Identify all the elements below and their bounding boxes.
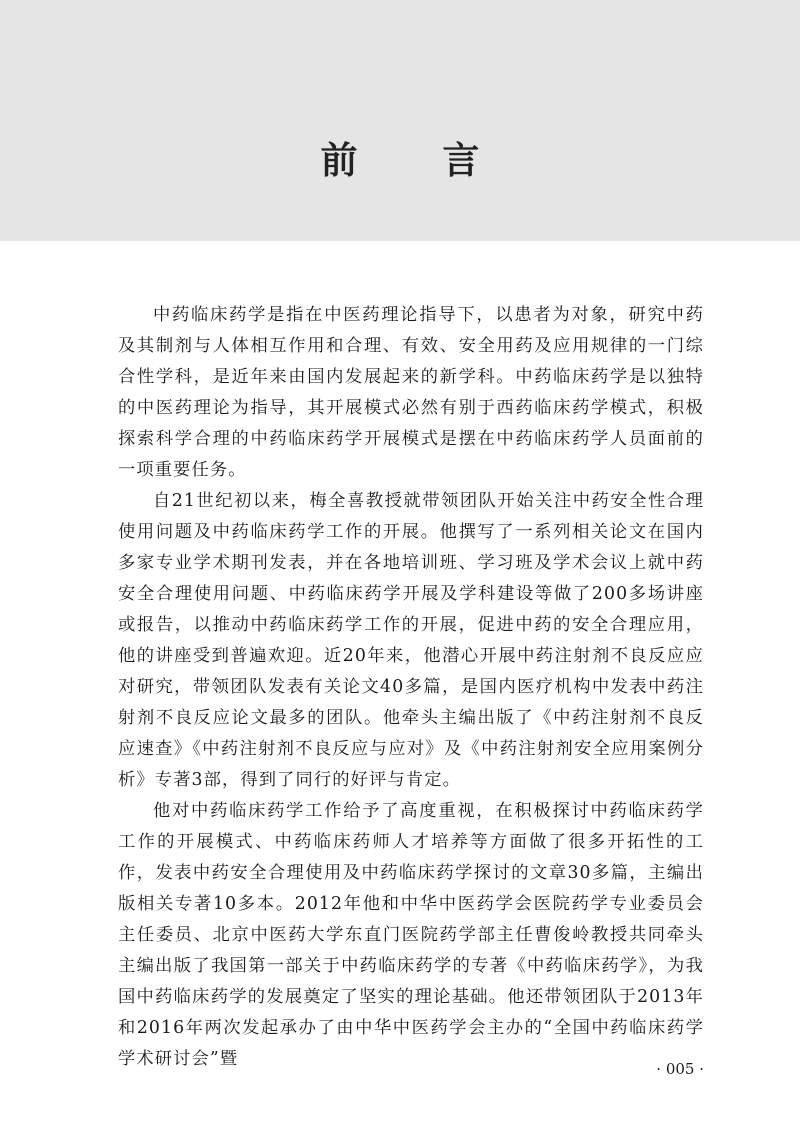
paragraph-2: 自21世纪初以来，梅全喜教授就带领团队开始关注中药安全性合理使用问题及中药临床药学工作的开展。他撰写了一系列相关论文在国内多家专业学术期刊发表，并在各地培训班、学习班及学术会议上就中药安全合理使用问题、中药临床药学开展及学科建设等做了200多场讲座或报告，以推动中药临床药学工作的开展，促进中药的安全合理应用，他的讲座受到普遍欢迎。近20年来，他潜心开展中药注射剂不良反应应对研究，带领团队发表有关论文40多篇，是国内医疗机构中发表中药注射剂不良反应论文最多的团队。他牵头主编出版了《中药注射剂不良反应速查》《中药注射剂不良反应与应对》及《中药注射剂安全应用案例分析》专著3部，得到了同行的好评与肯定。 (118, 491, 704, 790)
paragraph-1: 中药临床药学是指在中医药理论指导下，以患者为对象，研究中药及其制剂与人体相互作用和合理、有效、安全用药及应用规律的一门综合性学科，是近年来由国内发展起来的新学科。中药临床药学是以独特的中医药理论为指导，其开展模式必然有别于西药临床药学模式，积极探索科学合理的中药临床药学开展模式是摆在中药临床药学人员面前的一项重要任务。 (118, 305, 704, 480)
paragraph-3: 他对中药临床药学工作给予了高度重视，在积极探讨中药临床药学工作的开展模式、中药临床药师人才培养等方面做了很多开拓性的工作，发表中药安全合理使用及中药临床药学探讨的文章30多篇，主编出版相关专著10多本。2012年他和中华中医药学会医院药学专业委员会主任委员、北京中医药大学东直门医院药学部主任曹俊岭教授共同牵头主编出版了我国第一部关于中药临床药学的专著《中药临床药学》，为我国中药临床药学的发展奠定了坚实的理论基础。他还带领团队于2013年和2016年两次发起承办了由中华中医药学会主办的“全国中药临床药学学术研讨会”暨 (118, 801, 704, 1069)
body-text (118, 300, 704, 1075)
header-band (0, 0, 800, 241)
page-title: 前 言 (320, 139, 516, 182)
page-number: · 005 · (656, 1060, 704, 1078)
